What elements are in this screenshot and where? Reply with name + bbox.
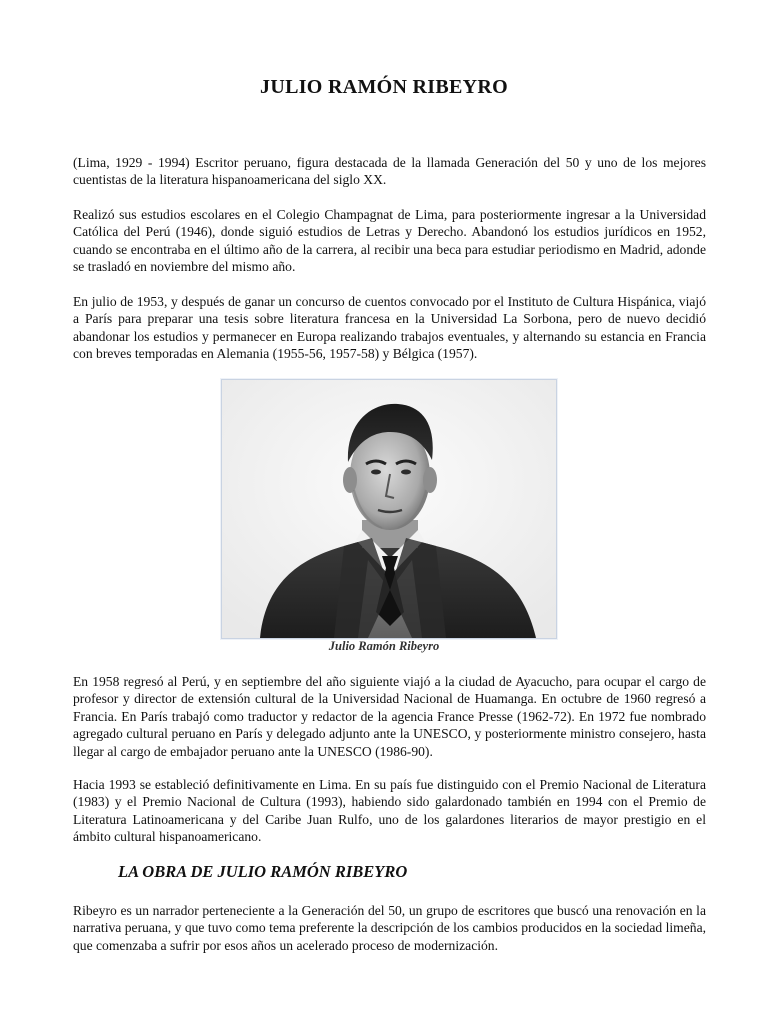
paragraph-return-peru: En 1958 regresó al Perú, y en septiembre del año siguiente viajó a la ciudad de Ayacucho, para ocupar el cargo de profesor y director de extensión cultural de la Universidad Nacional de Huamanga. En octubre de 1960 regresó a Francia. En París trabajó como traductor y redactor de la agencia France Presse (1962-72). En 1972 fue nombrado agregado cultural peruano en París y delegado adjunto ante la UNESCO, y posteriormente ministro consejero, hasta llegar al cargo de embajador peruano ante la UNESCO (1986-90). bbox=[73, 674, 706, 759]
section-heading: LA OBRA DE JULIO RAMÓN RIBEYRO bbox=[118, 862, 408, 881]
document-title: JULIO RAMÓN RIBEYRO bbox=[260, 76, 508, 98]
author-portrait-photo bbox=[221, 379, 557, 639]
portrait-image bbox=[222, 380, 556, 638]
paragraph-europe: En julio de 1953, y después de ganar un concurso de cuentos convocado por el Instituto de Cultura Hispánica, viajó a París para preparar una tesis sobre literatura francesa en la Universidad La Sorbona, pero de nuevo decidió abandonar los estudios y permanecer en Europa realizando trabajos eventuales, y alternando su estancia en Francia con breves temporadas en Alemania (1955-56, 1957-58) y Bélgica (1957). bbox=[73, 294, 706, 362]
paragraph-awards: Hacia 1993 se estableció definitivamente en Lima. En su país fue distinguido con el Premio Nacional de Literatura (1983) y el Premio Nacional de Cultura (1993), habiendo sido galardonado también en 1994 con el Premio de Literatura Latinoamericana y del Caribe Juan Rulfo, uno de los galardones literarios de mayor prestigio en el ámbito cultural hispanoamericano. bbox=[73, 777, 706, 845]
paragraph-intro: (Lima, 1929 - 1994) Escritor peruano, figura destacada de la llamada Generación del 50 y uno de los mejores cuentistas de la literatura hispanoamericana del siglo XX. bbox=[73, 155, 706, 188]
photo-caption: Julio Ramón Ribeyro bbox=[328, 639, 440, 653]
paragraph-work: Ribeyro es un narrador perteneciente a la Generación del 50, un grupo de escritores que buscó una renovación en la narrativa peruana, y que tuvo como tema preferente la descripción de los cambios producidos en la sociedad limeña, que comenzaba a sufrir por esos años un acelerado proceso de modernización. bbox=[73, 903, 706, 953]
paragraph-studies: Realizó sus estudios escolares en el Colegio Champagnat de Lima, para posteriormente ingresar a la Universidad Católica del Perú (1946), donde siguió estudios de Letras y Derecho. Abandonó los estudios jurídicos en 1952, cuando se encontraba en el último año de la carrera, al recibir una beca para estudiar periodismo en Madrid, adonde se trasladó en noviembre del mismo año. bbox=[73, 207, 706, 275]
